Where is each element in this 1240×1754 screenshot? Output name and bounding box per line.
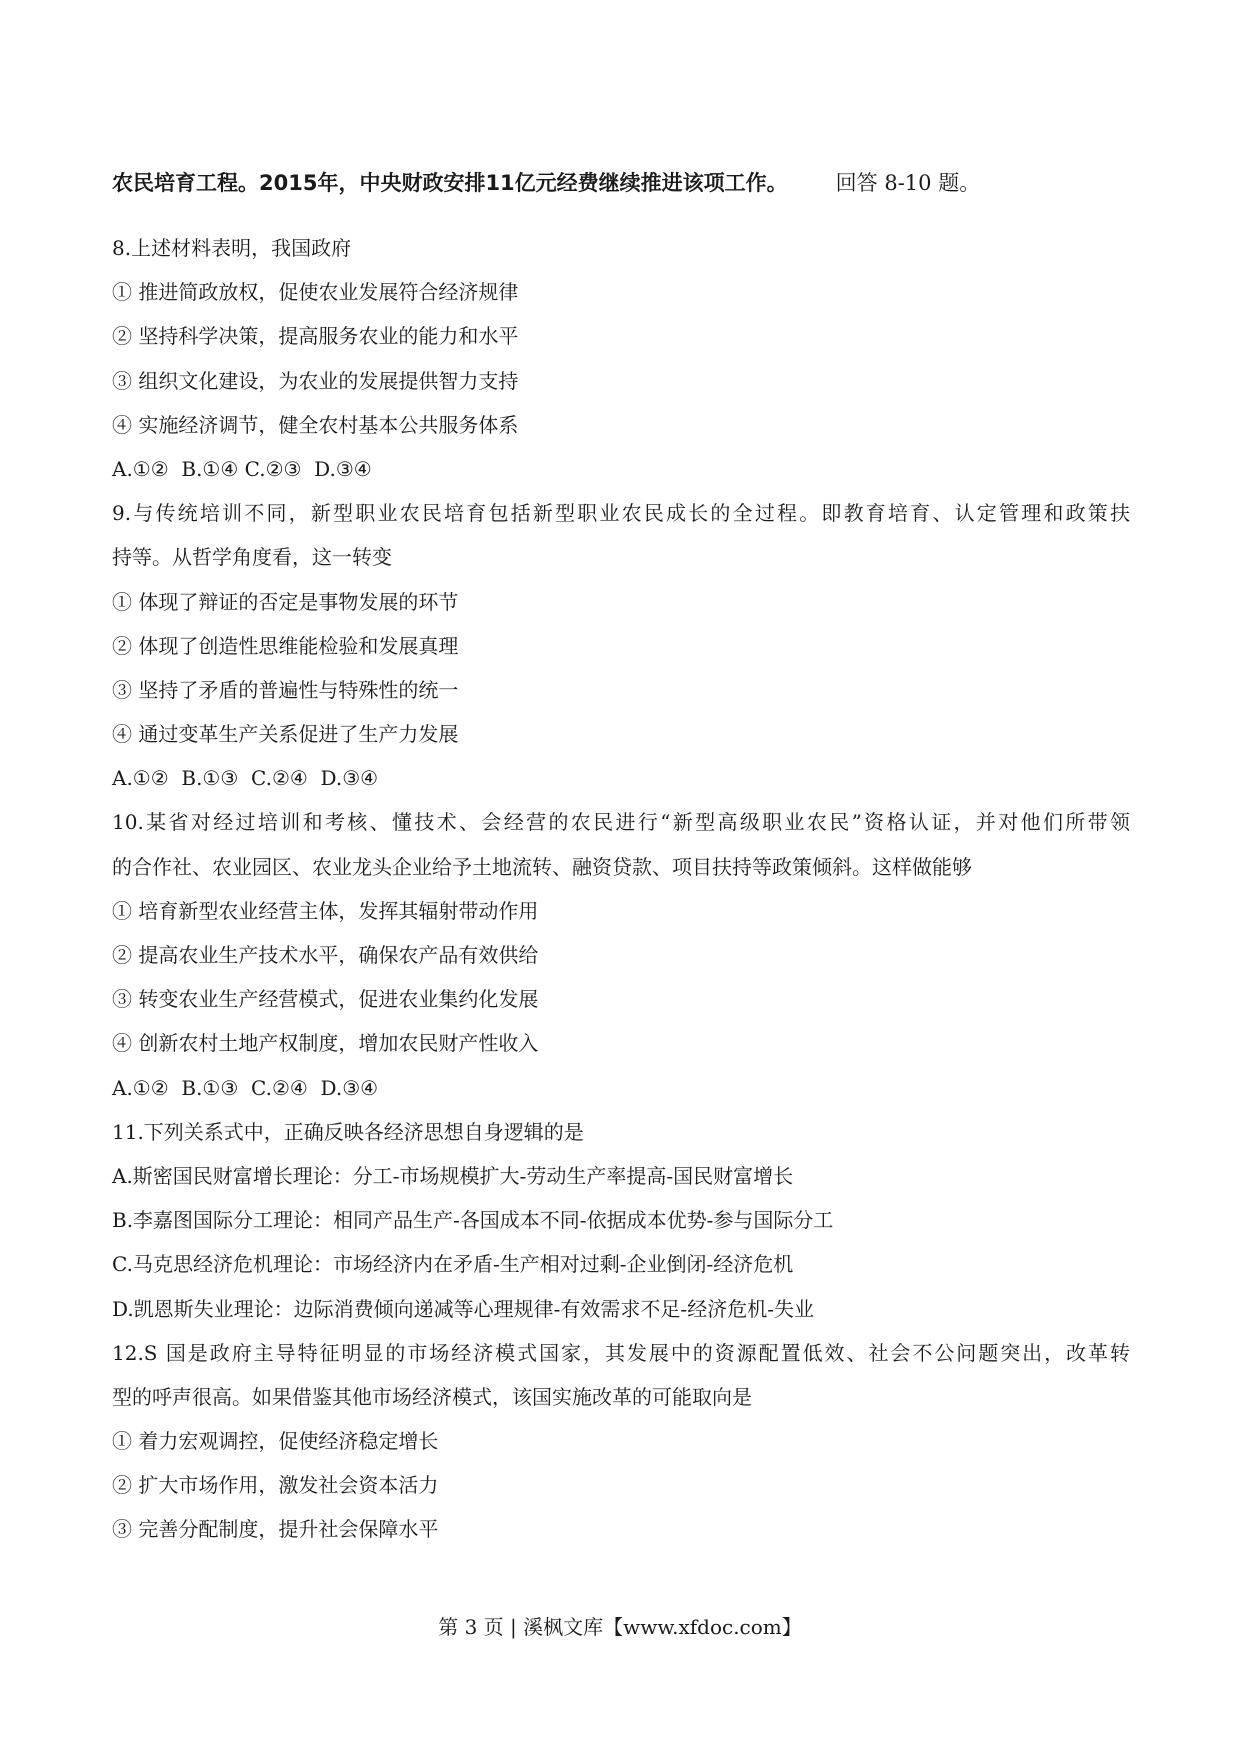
question-content	[112, 226, 1130, 1552]
question-9-option-2: ② 体现了创造性思维能检验和发展真理	[112, 633, 459, 658]
question-9-choices: A.①② B.①③ C.②④ D.③④	[112, 766, 379, 791]
question-11-option-d: D.凯恩斯失业理论：边际消费倾向递减等心理规律-有效需求不足-经济危机-失业	[112, 1296, 814, 1321]
question-8-option-2: ② 坚持科学决策，提高服务农业的能力和水平	[112, 324, 519, 349]
question-11-option-c: C.马克思经济危机理论：市场经济内在矛盾-生产相对过剩-企业倒闭-经济危机	[112, 1252, 794, 1277]
question-12-stem-line-2: 型的呼声很高。如果借鉴其他市场经济模式，该国实施改革的可能取向是	[112, 1384, 752, 1409]
question-9-option-1: ① 体现了辩证的否定是事物发展的环节	[112, 589, 459, 614]
question-12-stem-line-1: 12.S 国是政府主导特征明显的市场经济模式国家，其发展中的资源配置低效、社会不公问题突出，改革转	[112, 1340, 1130, 1365]
question-11-stem: 11.下列关系式中，正确反映各经济思想自身逻辑的是	[112, 1119, 584, 1144]
question-12-option-2: ② 扩大市场作用，激发社会资本活力	[112, 1473, 439, 1498]
question-10-option-2: ② 提高农业生产技术水平，确保农产品有效供给	[112, 943, 539, 967]
question-10-choices: A.①② B.①③ C.②④ D.③④	[112, 1075, 379, 1100]
intro-line	[112, 168, 980, 198]
question-10-option-4: ④ 创新农村土地产权制度，增加农民财产性收入	[112, 1031, 539, 1056]
question-10-stem-line-2: 的合作社、农业园区、农业龙头企业给予土地流转、融资贷款、项目扶持等政策倾斜。这样做能够	[112, 854, 972, 879]
question-10-option-1: ① 培育新型农业经营主体，发挥其辐射带动作用	[112, 898, 539, 923]
intro-bold-text: 农民培育工程。2015年，中央财政安排11亿元经费继续推进该项工作。	[112, 171, 788, 195]
question-8-option-4: ④ 实施经济调节，健全农村基本公共服务体系	[112, 412, 519, 437]
question-8-choices: A.①② B.①④ C.②③ D.③④	[112, 456, 372, 481]
question-11-option-a: A.斯密国民财富增长理论：分工-市场规模扩大-劳动生产率提高-国民财富增长	[112, 1163, 794, 1188]
question-9-option-3: ③ 坚持了矛盾的普遍性与特殊性的统一	[112, 677, 459, 702]
question-10-option-3: ③ 转变农业生产经营模式，促进农业集约化发展	[112, 987, 539, 1012]
question-9-stem-line-2: 持等。从哲学角度看，这一转变	[112, 545, 392, 570]
question-12-option-1: ① 着力宏观调控，促使经济稳定增长	[112, 1429, 439, 1454]
question-8-stem: 8.上述材料表明，我国政府	[112, 236, 352, 260]
question-9-stem-line-1: 9.与传统培训不同，新型职业农民培育包括新型职业农民成长的全过程。即教育培育、认定管理和政策扶	[112, 501, 1130, 526]
question-10-stem-line-1: 10.某省对经过培训和考核、懂技术、会经营的农民进行“新型高级职业农民”资格认证，并对他们所带领	[112, 810, 1130, 835]
page-footer: 第 3 页 | 溪枫文库【www.xfdoc.com】	[438, 1615, 802, 1639]
question-11-option-b: B.李嘉图国际分工理论：相同产品生产-各国成本不同-依据成本优势-参与国际分工	[112, 1208, 834, 1233]
intro-answer-text: 回答 8-10 题。	[835, 171, 981, 195]
question-8-option-1: ① 推进简政放权，促使农业发展符合经济规律	[112, 280, 519, 305]
question-9-option-4: ④ 通过变革生产关系促进了生产力发展	[112, 722, 459, 747]
question-8-option-3: ③ 组织文化建设，为农业的发展提供智力支持	[112, 368, 519, 393]
question-12-option-3: ③ 完善分配制度，提升社会保障水平	[112, 1517, 439, 1542]
